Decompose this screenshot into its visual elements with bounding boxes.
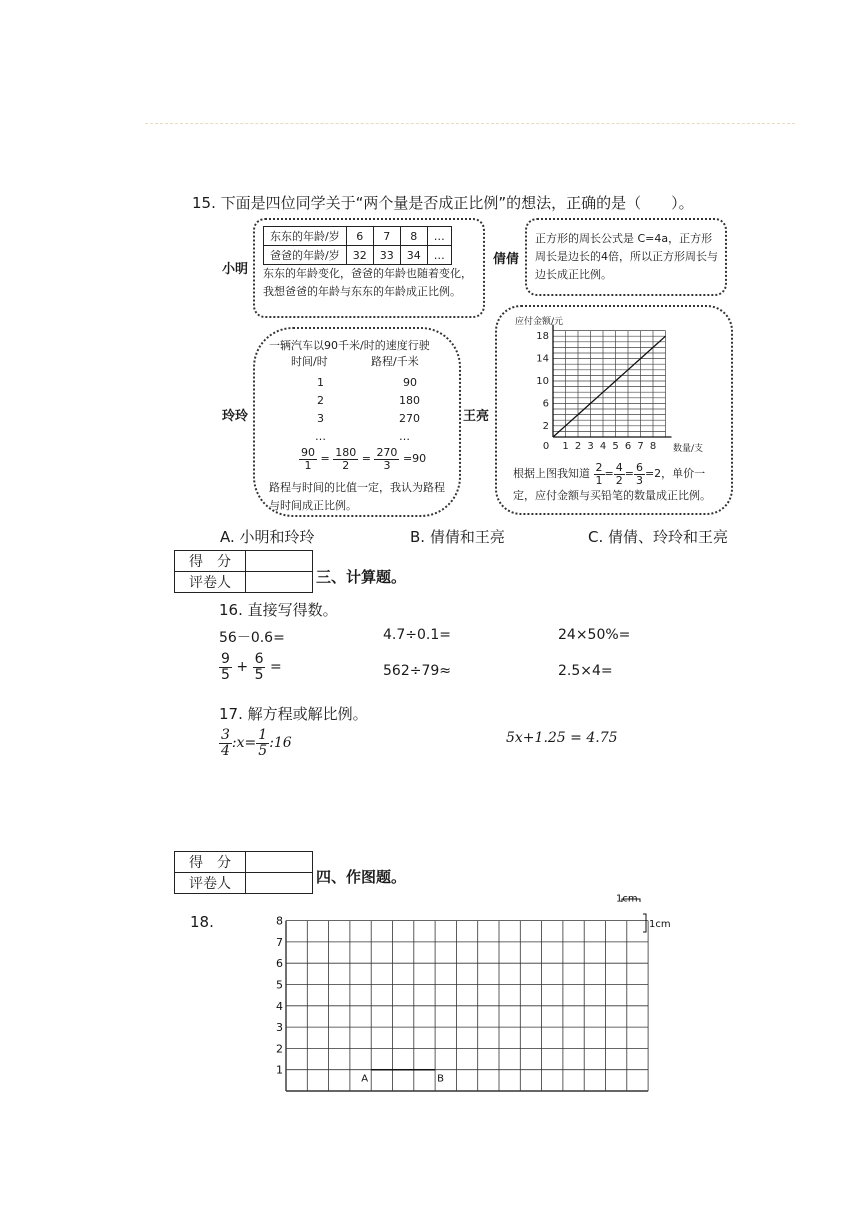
wangliang-box [495,305,733,515]
x-tick-label: 6 [624,441,632,452]
q17-stem: 17. 解方程或解比例。 [219,705,368,723]
proportion-equation: $\frac{3}{4}$ :x= $\frac{1}{5}$ :16 [221,727,292,759]
age-cell: 7 [373,227,400,246]
lingling-distance-value: 180 [399,394,420,407]
lingling-time-value: 2 [317,394,324,407]
section-4-title: 四、作图题。 [316,868,407,886]
score-label: 得 分 [175,852,246,873]
chart-y-label: 应付金额/元 [515,317,564,327]
chart-x-label: 数量/支 [673,444,704,454]
lingling-col-time: 时间/时 [291,355,328,368]
calc-item-fraction-sum: $\frac{9}{5}$ + $\frac{6}{5}$ = [221,651,282,683]
chart-y-ticks [536,331,549,432]
x-tick-label: 5 [612,441,619,452]
lingling-distance-value: 270 [399,412,420,425]
age-cell: 6 [346,227,373,246]
age-cell: 爸爸的年龄/岁 [264,246,347,265]
lingling-text: 路程与时间的比值一定，我认为路程与时间成正比例。 [269,481,445,512]
score-label: 得 分 [175,551,246,572]
point-b-label: B [437,1073,444,1085]
option-b[interactable]: B. 倩倩和王亮 [410,528,505,546]
age-table [263,226,452,265]
fraction: $\frac{3}{4}$ [221,727,230,759]
grid-y-labels [276,915,283,1077]
grid-y-label: 1 [276,1063,283,1077]
lingling-time-value: … [315,430,326,443]
q16-stem: 16. 直接写得数。 [219,601,338,619]
age-cell: 34 [400,246,427,265]
age-cell: … [427,227,451,246]
age-cell: … [427,246,451,265]
y-tick-label: 10 [536,376,549,387]
ratio-fraction: $\frac{180}{2}$ [335,446,357,472]
q18-number: 18. [190,913,214,931]
score-entry[interactable] [246,551,313,572]
score-box [174,550,313,593]
wangliang-text: 根据上图我知道 $\frac{2}{1}$ = $\frac{4}{2}$ = $\frac{6}{3}$ =2，单价一定，应付金额与买铅笔的数量成正比例。 [513,461,711,503]
qianqian-box [525,218,727,296]
lingling-distance-value: 90 [403,376,417,389]
grader-label: 评卷人 [175,873,246,894]
age-cell: 32 [346,246,373,265]
xiaoming-box [253,218,485,318]
fraction: $\frac{6}{5}$ [254,651,264,683]
x-tick-label: 4 [599,441,607,452]
xiaoming-label: 小明 [222,262,249,277]
right-unit-bracket [643,914,646,932]
chart-x-ticks [543,441,656,452]
ratio-result: =90 [402,452,427,466]
point-a-label: A [361,1073,369,1085]
qianqian-label: 倩倩 [493,252,520,267]
grader-entry[interactable] [246,572,313,593]
drawing-grid[interactable] [270,894,690,1094]
score-entry[interactable] [246,852,313,873]
y-tick-label: 6 [542,398,549,410]
price-fraction: $\frac{4}{2}$ [615,461,623,487]
grid-y-label: 2 [276,1042,283,1056]
x-tick-label: 7 [637,441,644,452]
ratio-fraction: $\frac{90}{1}$ [301,446,315,472]
grid-lines [286,921,648,1091]
price-fraction: $\frac{6}{3}$ [635,461,643,487]
qianqian-text: 正方形的周长公式是 C=4a，正方形周长是边长的4倍，所以正方形周长与边长成正比例。 [535,232,718,281]
grid-y-label: 4 [276,999,283,1013]
x-tick-label: 2 [574,441,582,452]
top-unit-label: 1cm [616,894,638,905]
x-tick-label: 3 [587,441,594,452]
y-tick-label: 2 [542,420,549,432]
lingling-label: 玲玲 [222,409,249,424]
lingling-intro: 一辆汽车以90千米/时的速度行驶 [269,339,430,352]
calc-item: 4.7÷0.1= [383,627,451,643]
lingling-ratio-equation: $\frac{90}{1}$ = $\frac{180}{2}$ = $\frac{270}{3}$ =90 [301,446,427,472]
q15-stem: 15. 下面是四位同学关于“两个量是否成正比例”的想法，正确的是（ ）。 [192,194,694,212]
section-3-title: 三、计算题。 [316,568,407,586]
y-tick-label: 14 [536,353,549,365]
ratio-fraction: $\frac{270}{3}$ [376,446,398,472]
grid-y-label: 8 [276,914,283,928]
option-a[interactable]: A. 小明和玲玲 [220,528,315,546]
page-top-rule [145,123,795,124]
lingling-col-distance: 路程/千米 [371,355,419,368]
x-tick-label: 8 [649,441,657,452]
lingling-time-value: 3 [317,412,324,425]
right-unit-label: 1cm [649,919,671,930]
option-c[interactable]: C. 倩倩、玲玲和王亮 [588,528,729,546]
grader-entry[interactable] [246,873,313,894]
price-fraction: $\frac{2}{1}$ [595,461,603,487]
calc-item: 56－0.6= [219,630,285,646]
calc-item: 2.5×4= [558,663,613,679]
x-tick-label: 1 [562,441,569,452]
lingling-distance-value: … [399,430,410,443]
xiaoming-text: 东东的年龄变化，爸爸的年龄也随着变化，我想爸爸的年龄与东东的年龄成正比例。 [263,267,472,298]
age-cell: 8 [400,227,427,246]
score-box [174,851,313,894]
linear-equation: 5x+1.25 = 4.75 [506,730,618,746]
grader-label: 评卷人 [175,572,246,593]
lingling-box [253,327,461,517]
grid-y-label: 7 [276,935,283,949]
grid-y-label: 6 [276,957,283,971]
calc-item: 24×50%= [558,627,631,643]
y-tick-label: 18 [536,331,549,343]
age-cell: 东东的年龄/岁 [264,227,347,246]
price-line-chart [497,307,731,457]
fraction: $\frac{1}{5}$ [258,727,268,759]
fraction: $\frac{9}{5}$ [221,651,230,683]
grid-y-label: 3 [276,1021,283,1035]
wangliang-label: 王亮 [463,409,490,424]
calc-item: 562÷79≈ [383,663,451,679]
grid-y-label: 5 [276,978,283,992]
x-tick-label: 0 [542,441,550,452]
age-cell: 33 [373,246,400,265]
lingling-time-value: 1 [317,376,324,389]
